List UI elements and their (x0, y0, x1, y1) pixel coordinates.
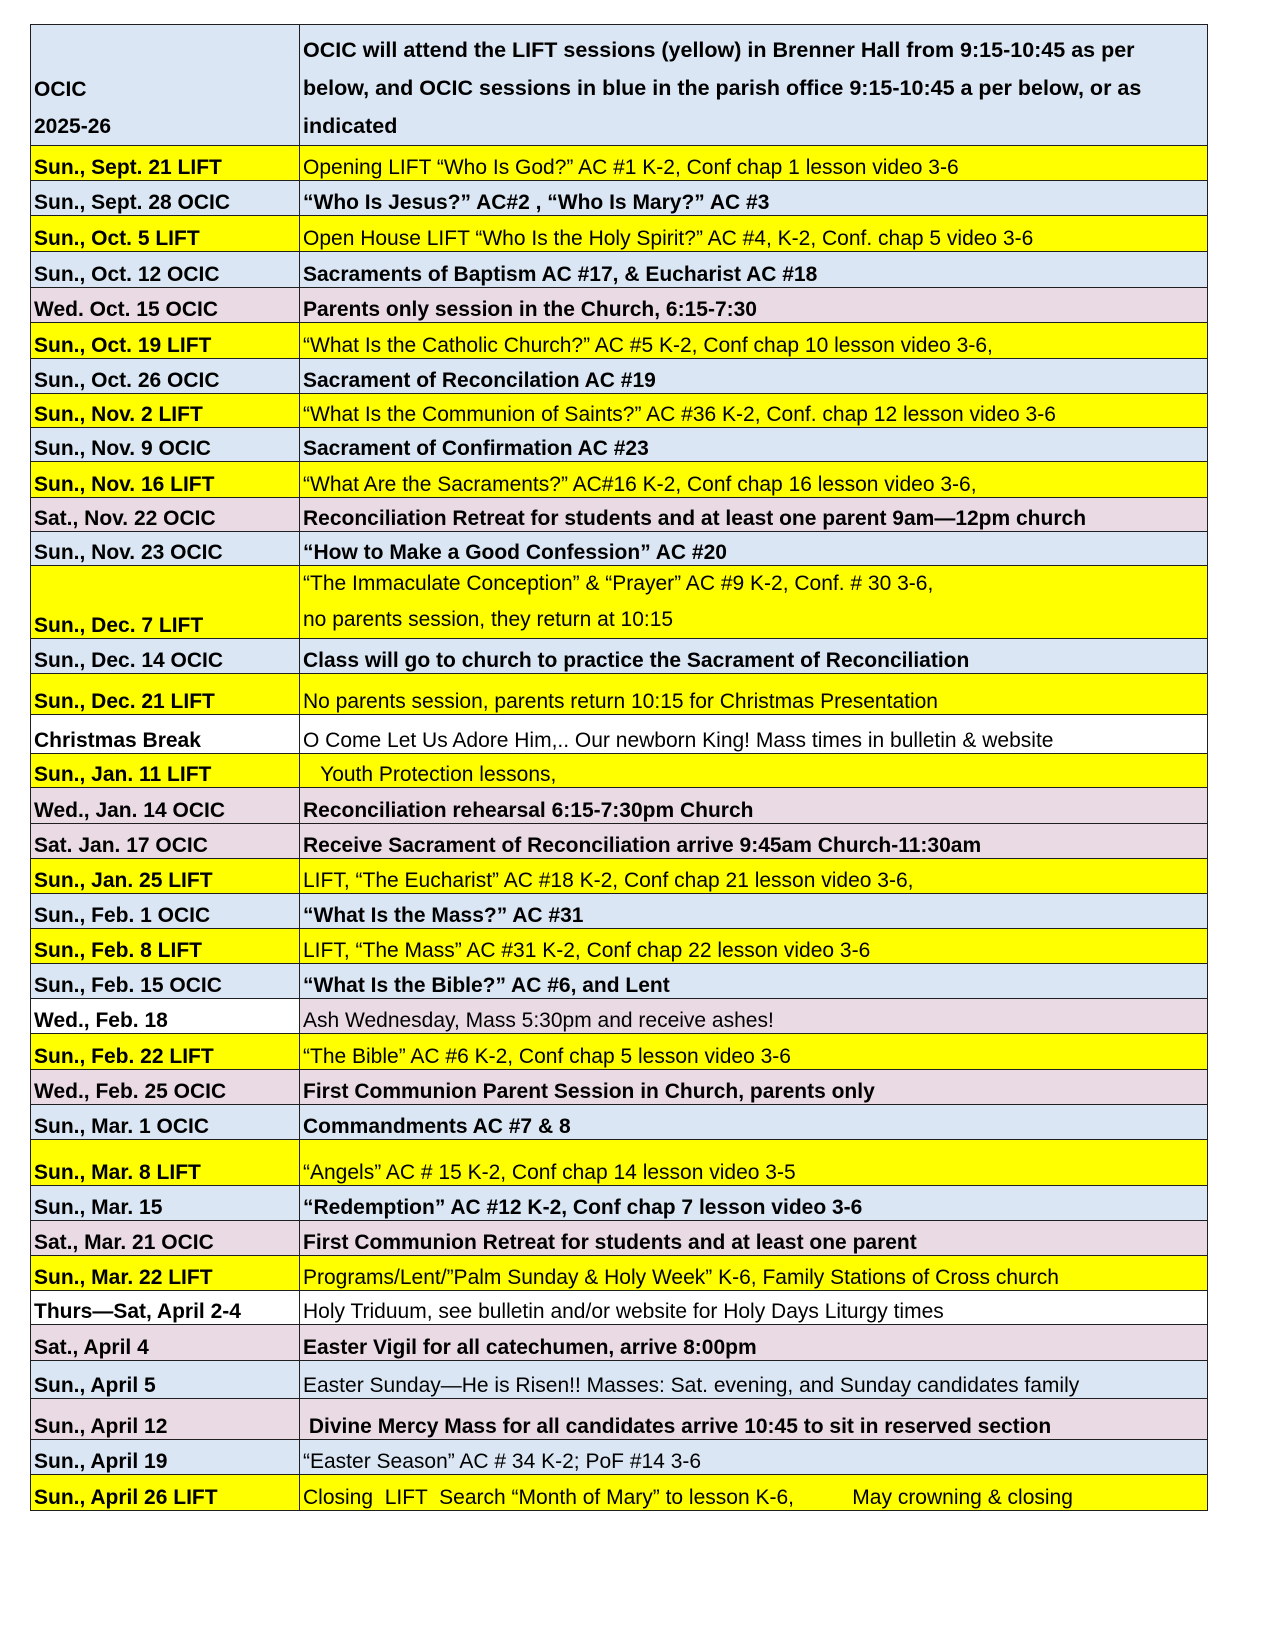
row-description: Ash Wednesday, Mass 5:30pm and receive ashes! (300, 999, 1208, 1034)
header-year: 2025-26 (34, 115, 112, 138)
row-date: Sun., Jan. 11 LIFT (31, 754, 300, 788)
row-date: Christmas Break (31, 715, 300, 754)
row-date: Wed. Oct. 15 OCIC (31, 288, 300, 323)
schedule-row (31, 394, 1208, 428)
row-description: Easter Vigil for all catechumen, arrive 8:00pm (300, 1325, 1208, 1361)
header-left-cell (31, 25, 300, 146)
schedule-row (31, 532, 1208, 566)
row-description: “What Is the Catholic Church?” AC #5 K-2, Conf chap 10 lesson video 3-6, (300, 323, 1208, 359)
row-date: Sun., Sept. 21 LIFT (31, 146, 300, 181)
row-description: “What Are the Sacraments?” AC#16 K-2, Conf chap 16 lesson video 3-6, (300, 462, 1208, 498)
schedule-row (31, 146, 1208, 181)
row-description: “What Is the Mass?” AC #31 (300, 894, 1208, 929)
row-description: First Communion Retreat for students and at least one parent (300, 1221, 1208, 1256)
schedule-row (31, 929, 1208, 964)
row-description: Reconciliation Retreat for students and at least one parent 9am—12pm church (300, 498, 1208, 532)
row-date: Sun., Nov. 2 LIFT (31, 394, 300, 428)
schedule-row (31, 1256, 1208, 1291)
row-date: Sun., Feb. 22 LIFT (31, 1034, 300, 1070)
row-date: Wed., Feb. 25 OCIC (31, 1070, 300, 1105)
row-description: Commandments AC #7 & 8 (300, 1105, 1208, 1140)
row-date: Sun., Mar. 1 OCIC (31, 1105, 300, 1140)
row-date: Sun., Oct. 19 LIFT (31, 323, 300, 359)
row-date: Sun., Oct. 12 OCIC (31, 252, 300, 288)
row-description: LIFT, “The Mass” AC #31 K-2, Conf chap 22 lesson video 3-6 (300, 929, 1208, 964)
row-description: “What Is the Communion of Saints?” AC #36 K-2, Conf. chap 12 lesson video 3-6 (300, 394, 1208, 428)
row-description: Open House LIFT “Who Is the Holy Spirit?” AC #4, K-2, Conf. chap 5 video 3-6 (300, 216, 1208, 252)
schedule-row (31, 674, 1208, 715)
row-date: Sun., Nov. 9 OCIC (31, 428, 300, 462)
schedule-row (31, 1440, 1208, 1475)
row-date: Sun., Nov. 16 LIFT (31, 462, 300, 498)
schedule-table (30, 24, 1208, 1511)
schedule-row (31, 1034, 1208, 1070)
row-description: “Redemption” AC #12 K-2, Conf chap 7 lesson video 3-6 (300, 1186, 1208, 1221)
row-date: Sun., April 19 (31, 1440, 300, 1475)
row-description: Sacrament of Confirmation AC #23 (300, 428, 1208, 462)
row-date: Wed., Jan. 14 OCIC (31, 788, 300, 824)
row-date: Sun., Mar. 8 LIFT (31, 1140, 300, 1186)
row-description: “Who Is Jesus?” AC#2 , “Who Is Mary?” AC #3 (300, 181, 1208, 216)
header-description: OCIC will attend the LIFT sessions (yellow) in Brenner Hall from 9:15-10:45 as per below, and OCIC sessions in blue in the parish office 9:15-10:45 a per below, or as indicated (300, 25, 1208, 146)
row-date: Sun., Dec. 14 OCIC (31, 639, 300, 674)
row-date: Sun., Nov. 23 OCIC (31, 532, 300, 566)
schedule-row (31, 462, 1208, 498)
schedule-row (31, 359, 1208, 394)
row-date: Sat., Mar. 21 OCIC (31, 1221, 300, 1256)
schedule-row (31, 999, 1208, 1034)
row-description: LIFT, “The Eucharist” AC #18 K-2, Conf chap 21 lesson video 3-6, (300, 859, 1208, 894)
schedule-row (31, 1291, 1208, 1325)
row-description: O Come Let Us Adore Him,.. Our newborn King! Mass times in bulletin & website (300, 715, 1208, 754)
schedule-row (31, 1105, 1208, 1140)
row-description: Easter Sunday—He is Risen!! Masses: Sat. evening, and Sunday candidates family (300, 1361, 1208, 1399)
schedule-row (31, 428, 1208, 462)
row-date: Sun., April 5 (31, 1361, 300, 1399)
row-description: Reconciliation rehearsal 6:15-7:30pm Church (300, 788, 1208, 824)
row-description: Sacrament of Reconcilation AC #19 (300, 359, 1208, 394)
row-description: No parents session, parents return 10:15 for Christmas Presentation (300, 674, 1208, 715)
row-description: Divine Mercy Mass for all candidates arrive 10:45 to sit in reserved section (300, 1399, 1208, 1440)
row-date: Sun., Feb. 15 OCIC (31, 964, 300, 999)
schedule-row (31, 323, 1208, 359)
row-description: “Angels” AC # 15 K-2, Conf chap 14 lesson video 3-5 (300, 1140, 1208, 1186)
row-date: Sun., Oct. 26 OCIC (31, 359, 300, 394)
row-date: Sun., Dec. 21 LIFT (31, 674, 300, 715)
schedule-row (31, 1361, 1208, 1399)
row-description: First Communion Parent Session in Church, parents only (300, 1070, 1208, 1105)
schedule-row (31, 859, 1208, 894)
row-description: “How to Make a Good Confession” AC #20 (300, 532, 1208, 566)
schedule-row (31, 1325, 1208, 1361)
schedule-row (31, 288, 1208, 323)
row-date: Sat., April 4 (31, 1325, 300, 1361)
schedule-row (31, 788, 1208, 824)
row-date: Sun., Mar. 22 LIFT (31, 1256, 300, 1291)
schedule-row (31, 216, 1208, 252)
schedule-row (31, 1221, 1208, 1256)
schedule-row (31, 964, 1208, 999)
row-date: Sun., Oct. 5 LIFT (31, 216, 300, 252)
schedule-row (31, 181, 1208, 216)
row-description: Class will go to church to practice the Sacrament of Reconciliation (300, 639, 1208, 674)
row-date: Sun., Sept. 28 OCIC (31, 181, 300, 216)
row-date: Sun., April 12 (31, 1399, 300, 1440)
header-row (31, 25, 1208, 146)
schedule-row (31, 824, 1208, 859)
row-description (300, 566, 1208, 639)
row-date: Sun., Dec. 7 LIFT (31, 566, 300, 639)
row-date: Sun., Mar. 15 (31, 1186, 300, 1221)
row-description: “The Bible” AC #6 K-2, Conf chap 5 lesson video 3-6 (300, 1034, 1208, 1070)
schedule-row (31, 1399, 1208, 1440)
schedule-row (31, 1475, 1208, 1511)
row-description: Receive Sacrament of Reconciliation arrive 9:45am Church-11:30am (300, 824, 1208, 859)
schedule-row (31, 252, 1208, 288)
row-date: Sun., Feb. 1 OCIC (31, 894, 300, 929)
schedule-row (31, 498, 1208, 532)
schedule-row (31, 894, 1208, 929)
schedule-row (31, 1186, 1208, 1221)
row-date: Sun., April 26 LIFT (31, 1475, 300, 1511)
row-date: Thurs—Sat, April 2-4 (31, 1291, 300, 1325)
schedule-row (31, 566, 1208, 639)
schedule-row (31, 715, 1208, 754)
row-description: Parents only session in the Church, 6:15-7:30 (300, 288, 1208, 323)
header-org: OCIC (34, 78, 87, 101)
schedule-row (31, 1070, 1208, 1105)
row-description: “What Is the Bible?” AC #6, and Lent (300, 964, 1208, 999)
schedule-row (31, 754, 1208, 788)
row-description: Youth Protection lessons, (300, 754, 1208, 788)
row-description: Closing LIFT Search “Month of Mary” to lesson K-6, May crowning & closing (300, 1475, 1208, 1511)
row-date: Sat., Nov. 22 OCIC (31, 498, 300, 532)
row-date: Sun., Feb. 8 LIFT (31, 929, 300, 964)
row-date: Sat. Jan. 17 OCIC (31, 824, 300, 859)
row-description-line2: no parents session, they return at 10:15 (303, 608, 674, 631)
row-description-line1: “The Immaculate Conception” & “Prayer” AC #9 K-2, Conf. # 30 3-6, (303, 572, 934, 595)
row-date: Sun., Jan. 25 LIFT (31, 859, 300, 894)
schedule-row (31, 1140, 1208, 1186)
row-description: Holy Triduum, see bulletin and/or website for Holy Days Liturgy times (300, 1291, 1208, 1325)
row-date: Wed., Feb. 18 (31, 999, 300, 1034)
row-description: Sacraments of Baptism AC #17, & Eucharist AC #18 (300, 252, 1208, 288)
schedule-row (31, 639, 1208, 674)
row-description: Opening LIFT “Who Is God?” AC #1 K-2, Conf chap 1 lesson video 3-6 (300, 146, 1208, 181)
row-description: Programs/Lent/”Palm Sunday & Holy Week” K-6, Family Stations of Cross church (300, 1256, 1208, 1291)
row-description: “Easter Season” AC # 34 K-2; PoF #14 3-6 (300, 1440, 1208, 1475)
